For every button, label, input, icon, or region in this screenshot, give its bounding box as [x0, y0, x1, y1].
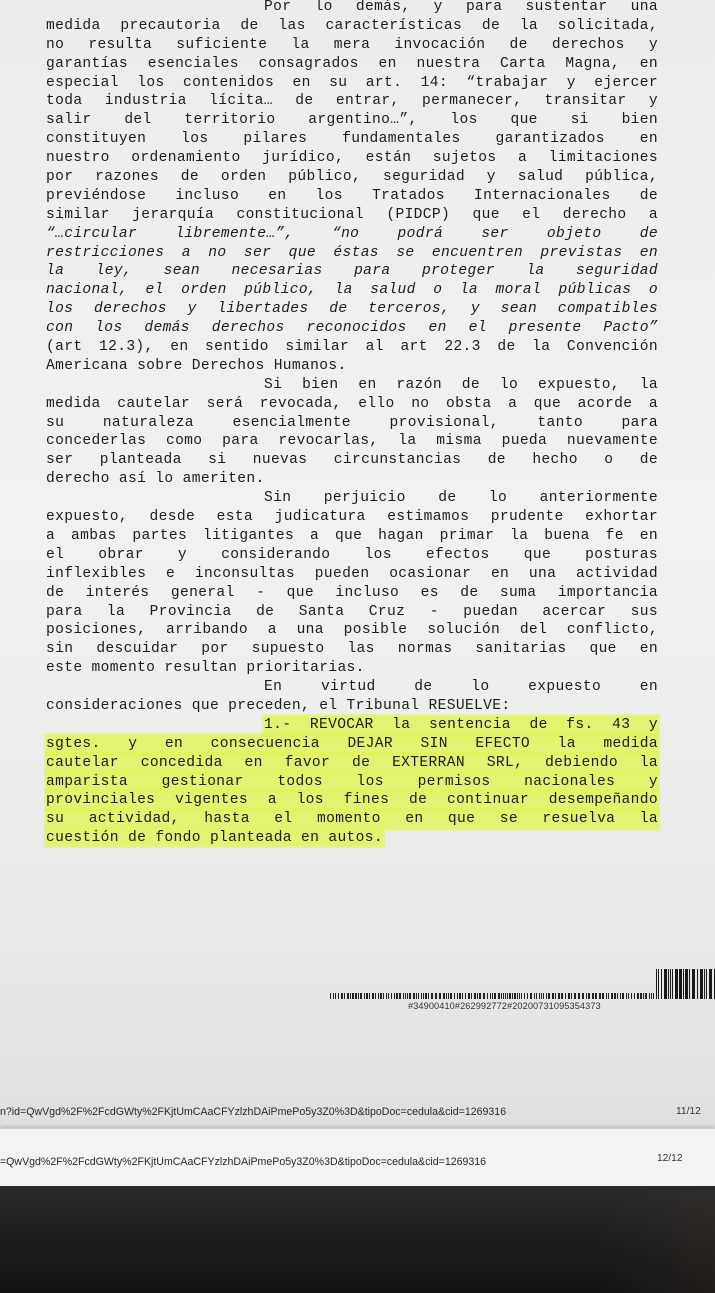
text-line: la ley, sean necesarias para proteger la seguridad — [46, 263, 658, 280]
highlighted-text: amparista gestionar todos los permisos nacionales y — [46, 773, 658, 790]
text-line: ser planteada si nuevas circunstancias de hecho o de — [46, 452, 658, 469]
text-line: nuestro ordenamiento jurídico, están sujetos a limitaciones — [46, 150, 658, 167]
page-number: 12/12 — [657, 1153, 683, 1164]
text-line: garantías esenciales consagrados en nuestra Carta Magna, en — [46, 55, 658, 72]
page-number: 11/12 — [676, 1106, 701, 1117]
text-line: constituyen los pilares fundamentales garantizados en — [46, 131, 658, 148]
text-line: Sin perjuicio de lo anteriormente — [264, 490, 658, 507]
text-line: no resulta suficiente la mera invocación de derechos y — [46, 36, 658, 53]
highlighted-text: su actividad, hasta el momento en que se resuelva la — [46, 811, 658, 828]
text-line: En virtud de lo expuesto en — [264, 679, 658, 696]
document-body — [46, 0, 658, 848]
text-line: toda industria lícita… de entrar, permanecer, transitar y — [46, 93, 658, 110]
text-line — [46, 829, 658, 848]
page-url-footer: n?id=QwVgd%2F%2FcdGWty%2FKjtUmCAaCFYzlzhDAiPmePo5y3Z0%3D&tipoDoc=cedula&cid=1269316 — [0, 1106, 507, 1118]
text-line: sin descuidar por supuesto las normas sanitarias que en — [46, 641, 658, 658]
text-line: similar jerarquía constitucional (PIDCP) que el derecho a — [46, 206, 658, 223]
text-line: previéndose incluso en los Tratados Internacionales de — [46, 187, 658, 204]
text-line: expuesto, desde esta judicatura estimamos prudente exhortar — [46, 509, 658, 526]
highlighted-text: cautelar concedida en favor de EXTERRAN SRL, debiendo la — [46, 754, 658, 771]
text-line: concederlas como para revocarlas, la misma pueda nuevamente — [46, 433, 658, 450]
text-line: Si bien en razón de lo expuesto, la — [264, 376, 658, 393]
text-line: con los demás derechos reconocidos en el presente Pacto” — [46, 320, 658, 337]
text-line: “…circular libremente…”, “no podrá ser objeto de — [46, 225, 658, 242]
text-line: por razones de orden público, seguridad y salud pública, — [46, 169, 658, 186]
text-line: su naturaleza esencialmente provisional, tanto para — [46, 414, 658, 431]
text-line: los derechos y libertades de terceros, y sean compatibles — [46, 301, 658, 318]
text-line — [46, 810, 658, 829]
text-line: (art 12.3), en sentido similar al art 22.3 de la Convención — [46, 339, 658, 356]
text-line — [46, 716, 658, 735]
text-line — [46, 754, 658, 773]
next-page-edge — [0, 1128, 715, 1187]
text-line: este momento resultan prioritarias. — [46, 660, 365, 677]
text-line — [46, 735, 658, 754]
highlighted-text: provinciales vigentes a los fines de continuar desempeñando — [46, 792, 658, 809]
barcode-number: #34900410#262992772#20200731095354373 — [408, 1001, 601, 1011]
text-line: el obrar y considerando los efectos que posturas — [46, 546, 658, 563]
text-line: Americana sobre Derechos Humanos. — [46, 357, 347, 374]
highlighted-text: cuestión de fondo planteada en autos. — [46, 830, 383, 847]
text-line: especial los contenidos en su art. 14: “trabajar y ejercer — [46, 74, 658, 91]
text-line: salir del territorio argentino…”, los que si bien — [46, 112, 658, 129]
text-line: a ambas partes litigantes a que hagan primar la buena fe en — [46, 527, 658, 544]
highlighted-text: 1.- REVOCAR la sentencia de fs. 43 y — [264, 716, 658, 733]
text-line: derecho así lo ameriten. — [46, 471, 265, 488]
text-line: consideraciones que preceden, el Tribunal RESUELVE: — [46, 697, 511, 714]
desk-shadow — [595, 1190, 715, 1293]
text-line: medida cautelar será revocada, ello no obsta a que acorde a — [46, 395, 658, 412]
text-line — [46, 773, 658, 792]
text-line: restricciones a no ser que éstas se encuentren previstas en — [46, 244, 658, 261]
text-line: medida precautoria de las características de la solicitada, — [46, 17, 658, 34]
text-line: para la Provincia de Santa Cruz - puedan acercar sus — [46, 603, 658, 620]
text-line: nacional, el orden público, la salud o la moral públicas o — [46, 282, 658, 299]
page-url-footer: =QwVgd%2F%2FcdGWty%2FKjtUmCAaCFYzlzhDAiPmePo5y3Z0%3D&tipoDoc=cedula&cid=1269316 — [0, 1156, 487, 1168]
text-line — [46, 791, 658, 810]
text-line: Por lo demás, y para sustentar una — [264, 0, 658, 15]
highlighted-text: sgtes. y en consecuencia DEJAR SIN EFECTO la medida — [46, 735, 658, 752]
text-line: inflexibles e inconsultas pueden ocasionar en una actividad — [46, 565, 658, 582]
text-line: posiciones, arribando a una posible solución del conflicto, — [46, 622, 658, 639]
text-line: de interés general - que incluso es de suma importancia — [46, 584, 658, 601]
